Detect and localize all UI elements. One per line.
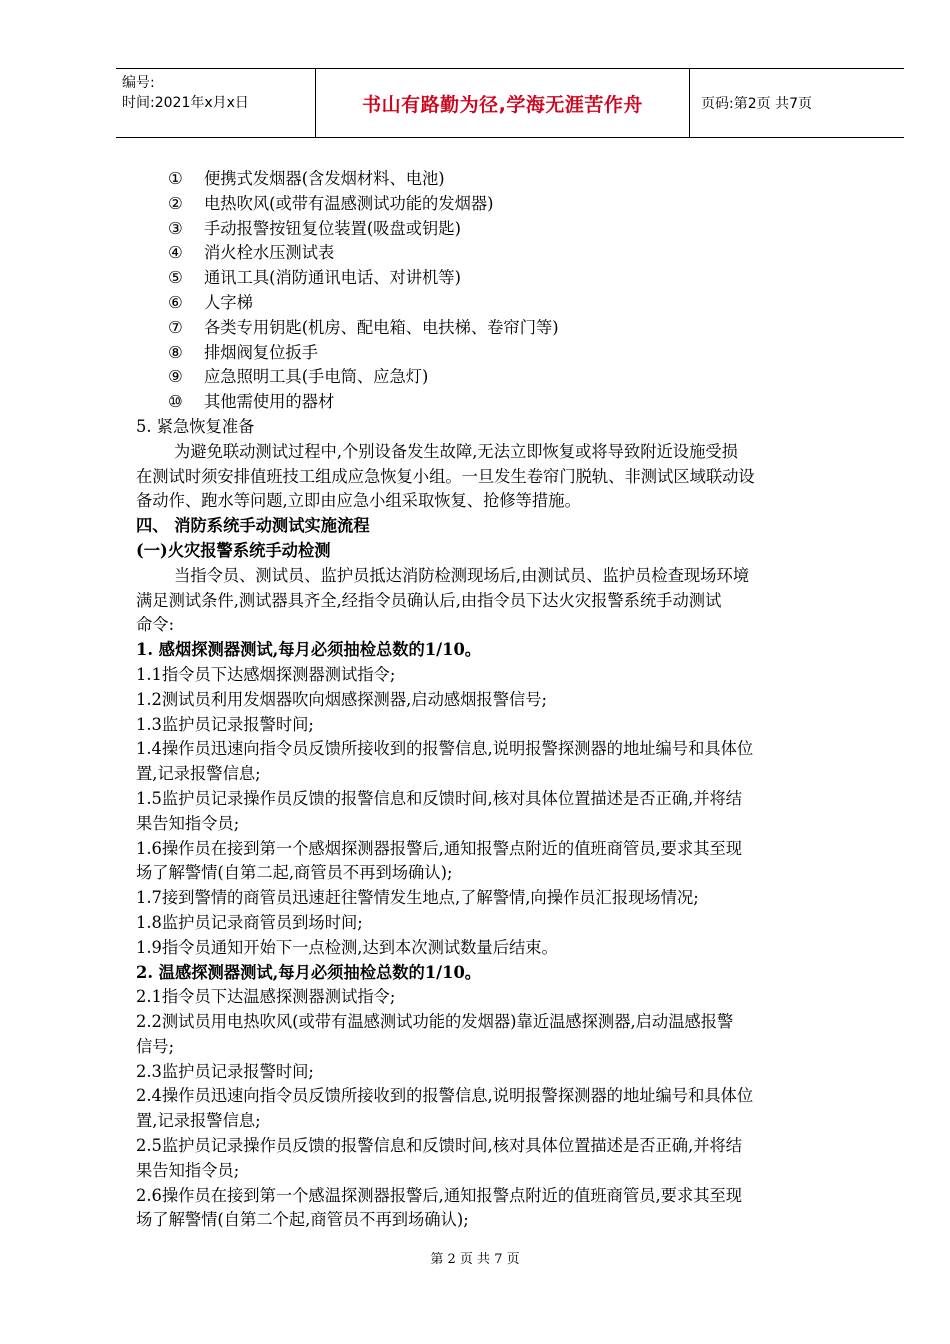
step-line: 1.2测试员利用发烟器吹向烟感探测器,启动感烟报警信号;: [136, 689, 548, 709]
list-item-text: 通讯工具(消防通讯电话、对讲机等): [204, 268, 461, 288]
step-line: 置,记录报警信息;: [136, 764, 261, 784]
equipment-list-item: [136, 217, 888, 242]
equipment-list-item: [136, 316, 888, 341]
equipment-list-item: [136, 167, 888, 192]
step-line: 2.2测试员用电热吹风(或带有温感测试功能的发烟器)靠近温感探测器,启动温感报警: [136, 1012, 734, 1032]
smoke-detector-title: 1. 感烟探测器测试,每月必须抽检总数的1/10。: [136, 640, 482, 660]
list-item-number: ②: [168, 193, 183, 213]
step-line: 场了解警情(自第二个起,商管员不再到场确认);: [136, 1210, 469, 1230]
header-time-label: 时间:2021年x月x日: [122, 95, 249, 111]
list-item-number: ③: [168, 218, 183, 238]
step-line: 置,记录报警信息;: [136, 1111, 261, 1131]
header-page-label: 页码:第2页 共7页: [701, 96, 812, 112]
list-item-text: 便携式发烟器(含发烟材料、电池): [204, 169, 445, 188]
step-line: 1.7接到警情的商管员迅速赶往警情发生地点,了解警情,向操作员汇报现场情况;: [136, 888, 699, 908]
paragraph-line: 为避免联动测试过程中,个别设备发生故障,无法立即恢复或将导致附近设施受损: [174, 441, 738, 461]
list-item-text: 应急照明工具(手电筒、应急灯): [204, 367, 429, 387]
equipment-list-item: [136, 291, 888, 316]
section4-intro: [136, 564, 888, 638]
equipment-list-item: [136, 365, 888, 390]
equipment-list-item: [136, 390, 888, 415]
header-id-label: 编号:: [122, 75, 155, 91]
equipment-list-item: [136, 341, 888, 366]
list-item-text: 排烟阀复位扳手: [204, 342, 318, 362]
list-item-text: 其他需使用的器材: [204, 392, 335, 412]
equipment-list-item: [136, 241, 888, 266]
list-item-text: 各类专用钥匙(机房、配电箱、电扶梯、卷帘门等): [204, 317, 559, 337]
paragraph-line: 备动作、跑水等问题,立即由应急小组采取恢复、抢修等措施。: [136, 491, 581, 511]
step-line: 信号;: [136, 1036, 175, 1056]
section5-paragraph: [136, 440, 888, 514]
list-item-number: ④: [168, 243, 183, 263]
equipment-list: [136, 167, 888, 415]
list-item-text: 手动报警按钮复位装置(吸盘或钥匙): [204, 218, 461, 238]
step-line: 1.1指令员下达感烟探测器测试指令;: [136, 664, 396, 684]
list-item-number: ⑩: [168, 392, 183, 412]
list-item-text: 消火栓水压测试表: [204, 243, 335, 263]
heat-detector-steps: [136, 985, 888, 1233]
step-line: 1.4操作员迅速向指令员反馈所接收到的报警信息,说明报警探测器的地址编号和具体位: [136, 739, 754, 759]
step-line: 2.4操作员迅速向指令员反馈所接收到的报警信息,说明报警探测器的地址编号和具体位: [136, 1086, 754, 1106]
section5-title: 5. 紧急恢复准备: [136, 416, 255, 436]
document-body: [136, 167, 888, 1233]
step-line: 2.6操作员在接到第一个感温探测器报警后,通知报警点附近的值班商管员,要求其至现: [136, 1185, 743, 1205]
step-line: 2.5监护员记录操作员反馈的报警信息和反馈时间,核对具体位置描述是否正确,并将结: [136, 1136, 743, 1156]
step-line: 1.3监护员记录报警时间;: [136, 714, 314, 734]
header-motto: 书山有路勤为径,学海无涯苦作舟: [315, 69, 690, 137]
step-line: 1.8监护员记录商管员到场时间;: [136, 912, 363, 932]
equipment-list-item: [136, 266, 888, 291]
step-line: 果告知指令员;: [136, 1160, 240, 1180]
list-item-number: ⑨: [168, 367, 183, 387]
paragraph-line: 命令:: [136, 615, 175, 635]
page-footer: 第 2 页 共 7 页: [430, 1252, 520, 1267]
step-line: 场了解警情(自第二起,商管员不再到场确认);: [136, 863, 453, 883]
paragraph-line: 在测试时须安排值班技工组成应急恢复小组。一旦发生卷帘门脱轨、非测试区域联动设: [136, 466, 755, 486]
step-line: 1.6操作员在接到第一个感烟探测器报警后,通知报警点附近的值班商管员,要求其至现: [136, 838, 743, 858]
list-item-number: ①: [168, 169, 183, 188]
list-item-number: ⑥: [168, 292, 183, 312]
paragraph-line: 当指令员、测试员、监护员抵达消防检测现场后,由测试员、监护员检查现场环境: [174, 565, 750, 585]
heat-detector-title: 2. 温感探测器测试,每月必须抽检总数的1/10。: [136, 962, 482, 982]
page-header: [116, 68, 904, 138]
step-line: 1.9指令员通知开始下一点检测,达到本次测试数量后结束。: [136, 937, 558, 957]
header-meta: [122, 73, 249, 113]
list-item-number: ⑤: [168, 268, 183, 288]
step-line: 1.5监护员记录操作员反馈的报警信息和反馈时间,核对具体位置描述是否正确,并将结: [136, 788, 743, 808]
list-item-text: 电热吹风(或带有温感测试功能的发烟器): [204, 193, 494, 213]
list-item-number: ⑧: [168, 342, 183, 362]
smoke-detector-steps: [136, 663, 888, 961]
equipment-list-item: [136, 192, 888, 217]
step-line: 2.3监护员记录报警时间;: [136, 1061, 314, 1081]
list-item-number: ⑦: [168, 317, 183, 337]
section4-title: 四、 消防系统手动测试实施流程: [136, 516, 370, 536]
section4-subtitle: (一)火灾报警系统手动检测: [136, 540, 331, 560]
step-line: 2.1指令员下达温感探测器测试指令;: [136, 987, 396, 1007]
paragraph-line: 满足测试条件,测试器具齐全,经指令员确认后,由指令员下达火灾报警系统手动测试: [136, 590, 722, 610]
step-line: 果告知指令员;: [136, 813, 240, 833]
list-item-text: 人字梯: [204, 292, 253, 312]
